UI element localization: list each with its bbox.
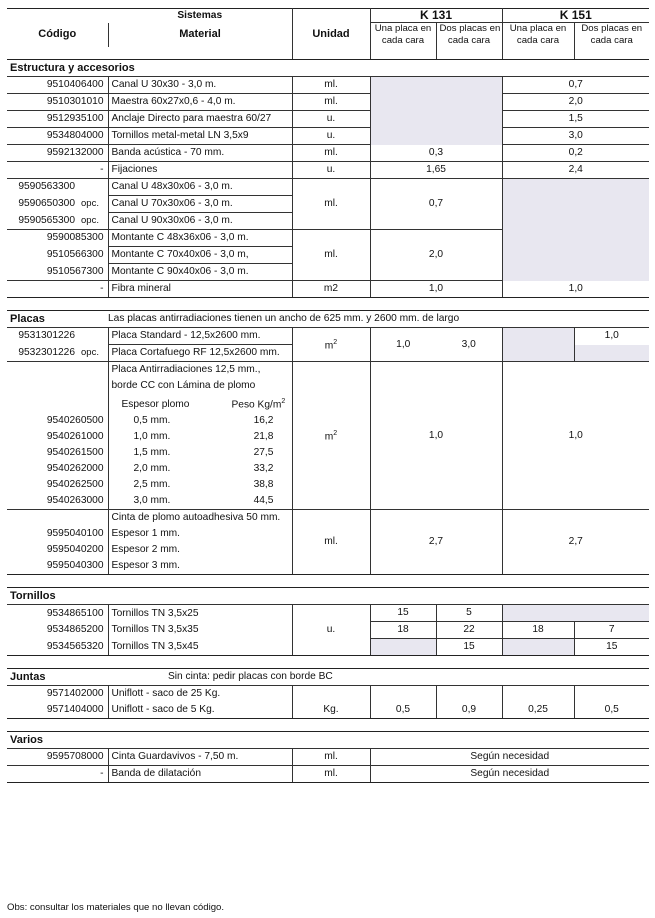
table-cell: Tornillos metal-metal LN 3,5x9 [108, 128, 292, 145]
table-row [7, 162, 649, 179]
table-cell: Canal U 90x30x06 - 3,0 m. [108, 213, 292, 230]
table-cell: ml. [292, 749, 370, 766]
header-k131-una: Una placa en cada cara [370, 23, 436, 48]
table-cell: 1,0 [370, 362, 502, 510]
table-cell: 9595708000 [7, 749, 108, 766]
table-cell [79, 179, 108, 196]
table-cell: 22 [436, 622, 502, 639]
table-cell: Cinta Guardavivos - 7,50 m. [108, 749, 292, 766]
table-cell: 1,0 [370, 328, 436, 362]
table-cell: Montante C 48x36x06 - 3,0 m. [108, 230, 292, 247]
section-placas [7, 311, 649, 328]
table-cell: Placa Standard - 12,5x2600 mm. [108, 328, 292, 345]
table-row: 9531301226 Placa Standard - 12,5x2600 mm. $m^2$ 1,0 3,0 1,0 [7, 328, 649, 345]
table-cell: ml. [292, 94, 370, 111]
header-k151-una: Una placa en cada cara [502, 23, 574, 48]
table-cell: Juntas [7, 669, 108, 686]
table-cell: 9510301010 [7, 94, 108, 111]
table-cell: Uniflott - saco de 25 Kg. [108, 686, 292, 703]
table-cell: 9510567300 [7, 264, 108, 281]
section-tornillos [7, 588, 649, 605]
section-estructura [7, 60, 649, 77]
table-cell: 9512935100 [7, 111, 108, 128]
table-cell: 1,5 [502, 111, 649, 128]
table-cell: 9540263000 [7, 493, 108, 510]
table-cell: 5 [436, 605, 502, 622]
table-row: 9540262000 2,0 mm. 33,2 [7, 461, 649, 477]
table-cell: 9510406400 [7, 77, 108, 94]
table-row [7, 510, 649, 527]
table-cell: 9590650300 [18, 198, 75, 209]
table-cell: 1,0 [604, 330, 619, 342]
table-cell: ml. [292, 230, 370, 281]
table-cell: Espesor 3 mm. [108, 558, 292, 575]
table-cell: 0,5 [370, 686, 436, 719]
table-cell: Tornillos [7, 588, 649, 605]
table-cell: 15 [370, 605, 436, 622]
table-cell: 9534865100 [46, 607, 104, 619]
table-cell: Según necesidad [370, 749, 649, 766]
table-cell: opc. [79, 213, 108, 230]
table-cell: 9540262000 [46, 463, 104, 475]
table-cell: ml. [292, 145, 370, 162]
table-cell: u. [292, 162, 370, 179]
header-k151: K 151 [502, 9, 649, 23]
materials-table: Sistemas K 131 K 151 Código Material Unidad Una placa en cada cara Dos placas en cada cara Una placa en cada cara Dos placas en cada cara Estructura y accesorios 9510406400 Canal U 30x30 - 3,0 m. ml. 0,7 9510301010 Maestra 60x27x0,6 - 4,0 m. ml. 2,0 9512935100 Anclaje Directo para maestra 60/27 u. 1,5 9534804000 Tornillos metal-metal LN 3,5x9 u. 3,0 9592132000 Banda acústica - 70 mm. ml. 0,3 0,2 - Fijaciones u. 1,65 2,4 9590563300 Canal U 48x30x06 - 3,0 m. ml. 0,7 9590650300 opc. Canal U 70x30x06 - 3,0 m. 9590565300 opc. Canal U 90x30x06 - 3,0 m. 9590085300 Montante C 48x36x06 - 3,0 m. ml. 2,0 9510566300 Montante C 70x40x06 - 3,0 m, 9510567300 Montante C 90x40x06 - 3,0 m. - Fibra mineral m2 1,0 1,0 Placas Las placas antirradiaciones tienen un ancho de 625 mm. y 2600 mm. de largo 9531301226 Placa Standard - 12,5x2600 mm. $m^2$ 1,0 3,0 1,0 9532301226 opc. Placa Cortafuego RF 12,5x2600 mm. Placa Antirradiaciones 12,5 mm., $m^2$ 1,0 1,0 borde CC con Lámina de plomo Espesor plomo Peso $Kg/m^2$ 9540260500 0,5 mm. 16,2 9540261000 1,0 mm. 21,8 9540261500 1,5 mm. 27,5 9540262000 2,0 mm. 33,2 9540262500 2,5 mm. 38,8 9540263000 3,0 mm. 44,5 Cinta de plomo autoadhesiva 50 mm. ml. 2,7 2,7 9595040100 Espesor 1 mm. 9595040200 Espesor 2 mm. 9595040300 Espesor 3 mm. Tornillos 9534865100 Tornillos TN 3,5x25 u. 15 5 9534865200 Tornillos TN 3,5x35 18 22 18 7 9534565320 Tornillos TN 3,5x45 15 15 Juntas Sin cinta: pedir placas con borde BC 9571402000 Uniflott - saco de 25 Kg. Kg. 0,5 0,9 0,25 0,5 9571404000 Uniflott - saco de 5 Kg. Varios 9595708000 Cinta Guardavivos - 7,50 m. ml. Según necesidad - Banda de dilatación ml. Según necesidad [7, 8, 649, 783]
table-cell: opc. [81, 198, 99, 209]
header-k131: K 131 [370, 9, 502, 23]
table-row: 9540260500 0,5 mm. 16,2 [7, 413, 649, 429]
table-cell: 9540261000 [46, 431, 104, 443]
header-row-1 [7, 9, 649, 23]
footnote: Obs: consultar los materiales que no llevan código. [7, 902, 225, 913]
table-cell: Banda acústica - 70 mm. [108, 145, 292, 162]
shaded-cell [574, 345, 649, 362]
table-cell: Kg. [292, 686, 370, 719]
table-cell: 9532301226 [7, 345, 79, 362]
table-cell: Montante C 90x40x06 - 3,0 m. [108, 264, 292, 281]
table-cell: Anclaje Directo para maestra 60/27 [108, 111, 292, 128]
table-cell: Maestra 60x27x0,6 - 4,0 m. [108, 94, 292, 111]
table-cell: 0,9 [436, 686, 502, 719]
table-cell: 9534804000 [7, 128, 108, 145]
table-row [7, 145, 649, 162]
table-cell: 2,7 [370, 510, 502, 575]
table-row: Placa Antirradiaciones 12,5 mm., $m^2$ 1,0 1,0 [7, 362, 649, 379]
table-cell: 9531301226 [18, 330, 75, 342]
table-row: 9540262500 2,5 mm. 38,8 [7, 477, 649, 493]
table-cell: 9534565320 [7, 639, 108, 656]
table-row: 9540261000 1,0 mm. 21,8 [7, 429, 649, 445]
table-row [7, 94, 649, 111]
table-cell: 1,0 [502, 281, 649, 298]
table-row [7, 128, 649, 145]
table-cell: - [7, 281, 108, 298]
table-cell: Tornillos TN 3,5x45 [108, 639, 292, 656]
table-cell: Canal U 48x30x06 - 3,0 m. [108, 179, 292, 196]
table-row [7, 749, 649, 766]
table-cell: Fijaciones [108, 162, 292, 179]
table-cell: 15 [574, 639, 649, 656]
table-cell: m2 [292, 281, 370, 298]
table-cell: 0,25 [502, 686, 574, 719]
table-cell: 0,7 [502, 77, 649, 94]
table-cell: Placa Cortafuego RF 12,5x2600 mm. [108, 345, 292, 362]
table-cell: Varios [7, 732, 649, 749]
table-cell: 9534865200 [46, 624, 104, 636]
table-cell: 0,5 [574, 686, 649, 719]
table-cell: 18 [502, 622, 574, 639]
table-cell: - [7, 162, 108, 179]
table-row [7, 766, 649, 783]
table-cell: 9571404000 [7, 702, 108, 719]
table-cell: 9595040200 [46, 544, 104, 556]
table-cell: Placa Antirradiaciones 12,5 mm., [108, 362, 292, 379]
table-cell: u. [292, 111, 370, 128]
table-cell: Tornillos TN 3,5x35 [108, 622, 292, 639]
table-cell: 9540260500 [46, 415, 104, 427]
table-cell: 7 [574, 622, 649, 639]
table-cell: 2,7 [502, 510, 649, 575]
table-cell: 9571402000 [46, 688, 104, 700]
table-row [7, 111, 649, 128]
table-row [7, 605, 649, 622]
table-cell: 9510566300 [46, 249, 104, 260]
shaded-cell [502, 179, 649, 281]
table-cell: Banda de dilatación [108, 766, 292, 783]
table-cell: 9595040300 [7, 558, 108, 575]
table-cell: Según necesidad [370, 766, 649, 783]
table-cell: 9540261500 [46, 447, 104, 459]
table-cell: Estructura y accesorios [7, 60, 649, 77]
table-cell: Sin cinta: pedir placas con borde BC [108, 669, 649, 686]
table-cell: opc. [79, 345, 108, 362]
table-cell: Espesor 2 mm. [108, 542, 292, 558]
table-cell [79, 328, 108, 345]
table-cell: 9590563300 [18, 181, 75, 193]
table-cell: 15 [436, 639, 502, 656]
table-cell: 0,3 [370, 145, 502, 162]
table-cell: 0,7 [370, 179, 502, 230]
table-cell: - [7, 766, 108, 783]
table-cell: 2,4 [502, 162, 649, 179]
section-varios [7, 732, 649, 749]
table-cell: 1,0 [370, 281, 502, 298]
table-cell: 18 [370, 622, 436, 639]
table-cell: 9540262500 [46, 479, 104, 491]
header-sistemas: Sistemas [108, 9, 292, 23]
materials-sheet [7, 8, 649, 783]
table-cell: 9595040100 [46, 528, 104, 540]
table-cell: 2,0 [502, 94, 649, 111]
table-row [7, 179, 649, 196]
table-cell: ml. [292, 77, 370, 94]
table-cell: 9592132000 [7, 145, 108, 162]
table-row [7, 281, 649, 298]
table-cell: ml. [292, 766, 370, 783]
table-cell: 2,0 [370, 230, 502, 281]
table-cell: 1,0 [502, 362, 649, 510]
table-cell: u. [292, 605, 370, 656]
section-juntas [7, 669, 649, 686]
header-k131-dos: Dos placas en cada cara [436, 23, 502, 48]
table-row [7, 686, 649, 703]
table-cell: Placas [7, 311, 108, 328]
table-cell: ml. [292, 179, 370, 230]
shaded-cell [502, 639, 574, 656]
table-cell: Las placas antirradiaciones tienen un ancho de 625 mm. y 2600 mm. de largo [108, 311, 649, 328]
table-cell: ml. [292, 510, 370, 575]
header-unidad: Unidad [292, 23, 370, 48]
shaded-cell [370, 639, 436, 656]
table-cell: 3,0 [502, 128, 649, 145]
shaded-cell [502, 605, 649, 622]
table-cell: Espesor 1 mm. [108, 526, 292, 542]
table-cell: Fibra mineral [108, 281, 292, 298]
table-row: 9540263000 3,0 mm. 44,5 [7, 493, 649, 510]
header-material: Material [108, 23, 292, 48]
table-cell: 9590565300 [7, 213, 79, 230]
table-cell: 1,65 [370, 162, 502, 179]
shaded-cell [502, 328, 574, 362]
header-codigo: Código [7, 23, 108, 48]
shaded-cell [370, 77, 502, 145]
table-cell: Uniflott - saco de 5 Kg. [108, 702, 292, 719]
header-k151-dos: Dos placas en cada cara [574, 23, 649, 48]
table-cell: Cinta de plomo autoadhesiva 50 mm. [108, 510, 292, 527]
table-row: 9540261500 1,5 mm. 27,5 [7, 445, 649, 461]
table-cell: 0,2 [502, 145, 649, 162]
table-cell: borde CC con Lámina de plomo [108, 378, 292, 394]
table-cell: Tornillos TN 3,5x25 [108, 605, 292, 622]
table-cell: 3,0 [436, 328, 502, 362]
header-row-2 [7, 23, 649, 48]
table-row [7, 77, 649, 94]
table-cell: Canal U 30x30 - 3,0 m. [108, 77, 292, 94]
table-cell: u. [292, 128, 370, 145]
table-cell: Canal U 70x30x06 - 3,0 m. [108, 196, 292, 213]
table-cell: Montante C 70x40x06 - 3,0 m, [108, 247, 292, 264]
table-cell: 9590085300 [46, 232, 104, 244]
